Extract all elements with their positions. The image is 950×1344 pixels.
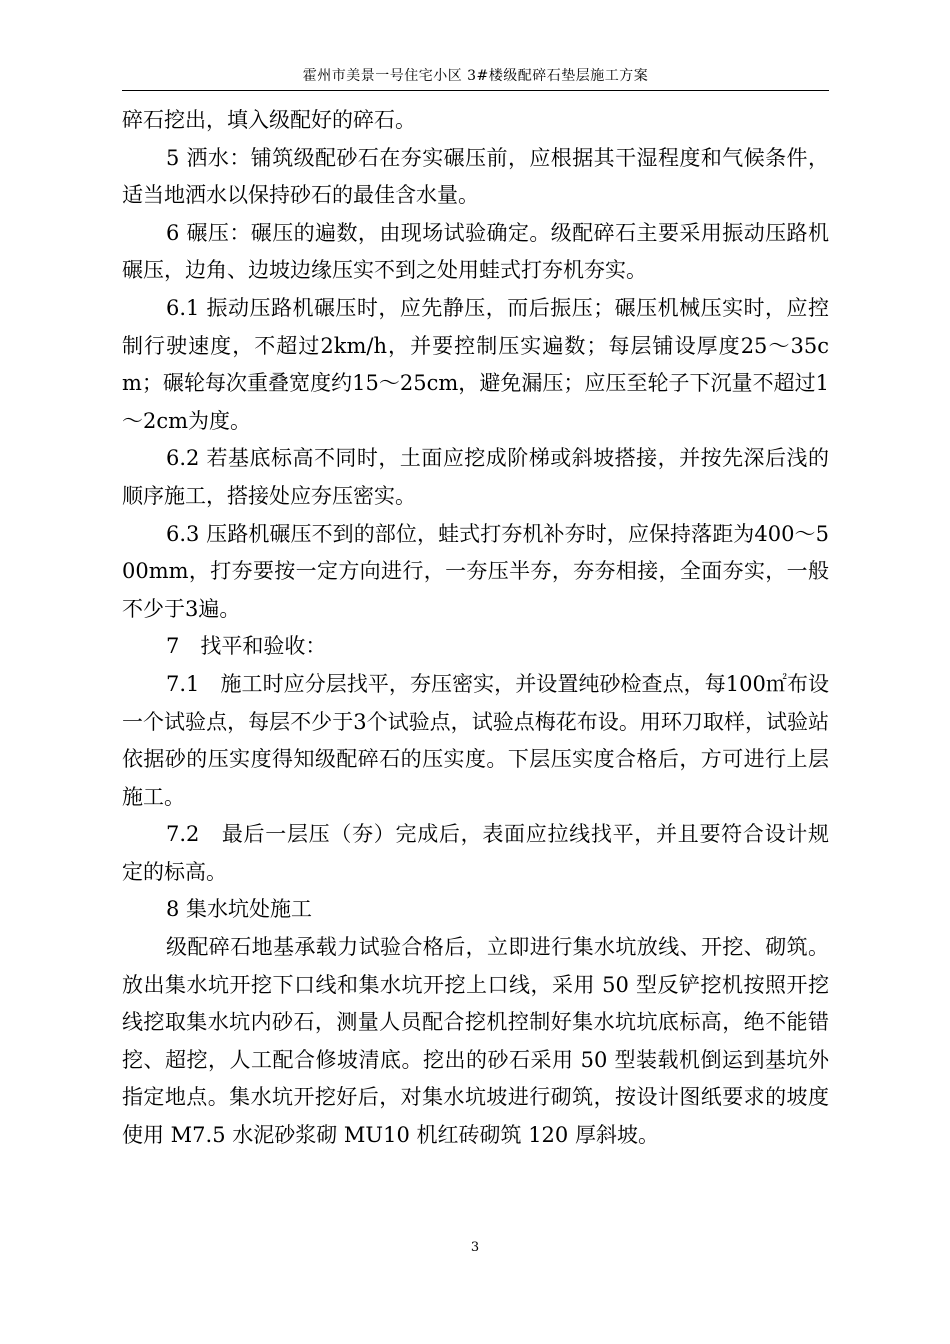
paragraph-compaction-6-3: 6.3 压路机碾压不到的部位，蛙式打夯机补夯时，应保持落距为400～500mm，打夯要按一定方向进行，一夯压半夯，夯夯相接，全面夯实，一般不少于3遍。 (122, 521, 829, 621)
paragraph-compaction-6-1: 6.1 振动压路机碾压时，应先静压，而后振压；碾压机械压实时，应控制行驶速度，不超过2km/h，并要控制压实遍数；每层铺设厚度25～35cm；碾轮每次重叠宽度约15～25cm，避免漏压；应压至轮子下沉量不超过1～2cm为度。 (122, 295, 829, 433)
document-body (122, 102, 829, 1155)
section-heading-leveling: 7 找平和验收： (166, 634, 327, 659)
section-heading-sump-pit: 8 集水坑处施工 (166, 897, 313, 922)
paragraph-compaction-6-2: 6.2 若基底标高不同时，土面应挖成阶梯或斜坡搭接，并按先深后浅的顺序施工，搭接处应夯压密实。 (122, 446, 829, 508)
paragraph-sump-pit: 级配碎石地基承载力试验合格后，立即进行集水坑放线、开挖、砌筑。放出集水坑开挖下口线和集水坑开挖上口线，采用 50 型反铲挖机按照开挖线挖取集水坑内砂石，测量人员配合挖机控制好集水坑坑底标高，绝不能错挖、超挖，人工配合修坡清底。挖出的砂石采用 50 型装载机倒运到基坑外指定地点。集水坑开挖好后，对集水坑坡进行砌筑，按设计图纸要求的坡度使用 M7.5 水泥砂浆砌 MU10 机红砖砌筑 120 厚斜坡。 (122, 935, 829, 1148)
paragraph-compaction: 6 碾压：碾压的遍数，由现场试验确定。级配碎石主要采用振动压路机碾压，边角、边坡边缘压实不到之处用蛙式打夯机夯实。 (122, 220, 829, 283)
paragraph-leveling-7-1: 7.1 施工时应分层找平，夯压密实，并设置纯砂检查点，每100㎡布设一个试验点，每层不少于3个试验点，试验点梅花布设。用环刀取样，试验站依据砂的压实度得知级配碎石的压实度。下层压实度合格后，方可进行上层施工。 (122, 671, 829, 809)
paragraph-gravel-continuation: 碎石挖出，填入级配好的碎石。 (122, 108, 416, 132)
page-number: 3 (470, 1240, 480, 1255)
paragraph-leveling-7-2: 7.2 最后一层压（夯）完成后，表面应拉线找平，并且要符合设计规定的标高。 (122, 822, 829, 884)
paragraph-watering: 5 洒水：铺筑级配砂石在夯实碾压前，应根据其干湿程度和气候条件，适当地洒水以保持砂石的最佳含水量。 (122, 145, 829, 208)
header-divider (122, 90, 829, 91)
document-header-title: 霍州市美景一号住宅小区 3#楼级配碎石垫层施工方案 (302, 68, 649, 84)
